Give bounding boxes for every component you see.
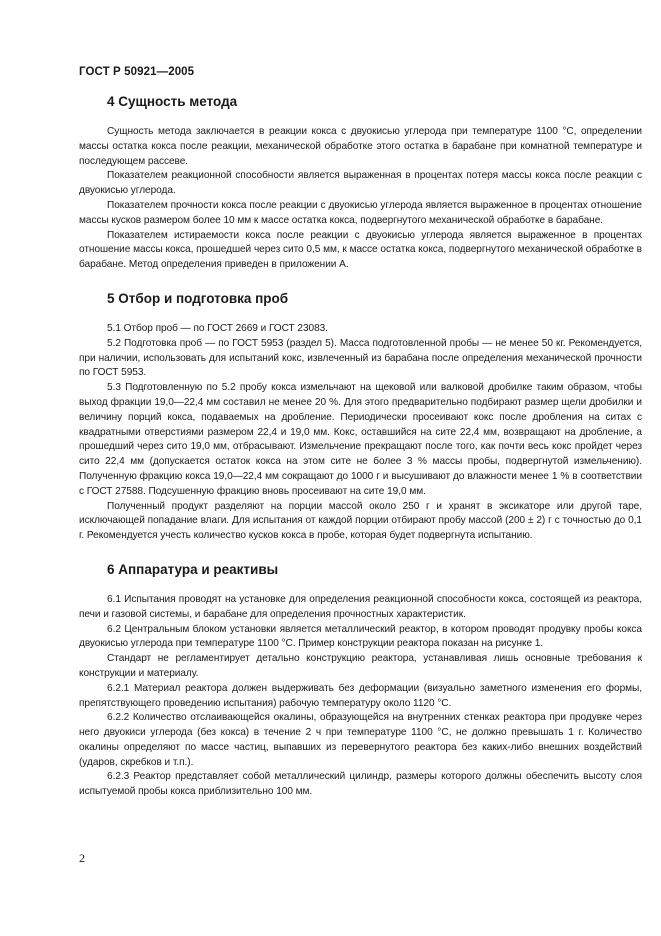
paragraph: 5.3 Подготовленную по 5.2 пробу кокса измельчают на щековой или валковой дробилке таким образом, чтобы выход фракции 19,0—22,4 мм составил не менее 20 %. Для этого предварительно подбирают размер щели дробилки и величину порций кокса, подаваемых на дробление. Периодически просеивают кокс после дробления на ситах с квадратными отверстиями размером 22,4 и 19,0 мм. Кокс, оставшийся на сите 22,4 мм, возвращают на дробление, а прошедший через сито 19,0 мм, отбрасывают. Измельчение прекращают после того, как почти весь кокс пройдет через сито 22,4 мм (допускается остаток кокса на этом сите не более 3 % массы пробы, подвергнутой измельчению). Полученную фракцию кокса 19,0—22,4 мм сокращают до 1000 г и высушивают до влажности менее 1 % в соответствии с ГОСТ 27588. Подсушенную фракцию вновь просеивают на сите 19,0 мм. <box>79 382 642 497</box>
paragraph: 6.2.3 Реактор представляет собой металлический цилиндр, размеры которого должны обеспечить высоту слоя испытуемой пробы кокса приблизительно 100 мм. <box>79 771 642 798</box>
paragraph: 6.2.1 Материал реактора должен выдерживать без деформации (визуально заметного изменения его формы, препятствующего проведению испытания) рабочую температуру около 1120 °С. <box>79 682 642 709</box>
section-6-body <box>79 593 642 800</box>
paragraph: 6.2.2 Количество отслаивающейся окалины, образующейся на внутренних стенках реактора при продувке через него двуокиси углерода (без кокса) в течение 2 ч при температуре 1100 °С, не должно превышать 1 г. Количество окалины определяют по массе частиц, выпавших из перевернутого реактора без каких-либо внешних воздействий (ударов, скребков и т.п.). <box>79 712 642 768</box>
paragraph: 5.1 Отбор проб — по ГОСТ 2669 и ГОСТ 23083. <box>107 322 328 334</box>
paragraph: 6.2 Центральным блоком установки является металлический реактор, в котором проводят продувку пробы кокса двуокисью углерода при температуре 1100 °С. Пример конструкции реактора показан на рисунке 1. <box>79 623 642 650</box>
section-4-body <box>79 125 642 273</box>
page-number: 2 <box>79 851 85 865</box>
paragraph: Показателем реакционной способности является выраженная в процентах потеря массы кокса после реакции с двуокисью углерода. <box>79 170 642 197</box>
paragraph: 6.1 Испытания проводят на установке для определения реакционной способности кокса, состоящей из реактора, печи и газовой системы, и барабане для определения прочностных характеристик. <box>79 593 642 620</box>
section-5-title: 5 Отбор и подготовка проб <box>107 290 289 306</box>
section-6-title: 6 Аппаратура и реактивы <box>107 561 279 577</box>
section-4-title: 4 Сущность метода <box>107 94 238 109</box>
paragraph: Сущность метода заключается в реакции кокса с двуокисью углерода при температуре 1100 °С, определении массы остатка кокса после реакции, механической обработке этого остатка в барабане при комнатной температуре и последующем рассеве. <box>79 126 642 167</box>
paragraph: Полученный продукт разделяют на порции массой около 250 г и хранят в эксикаторе или другой таре, исключающей попадание влаги. Для испытания от каждой порции отбирают пробу массой (200 ± 2) г с точностью до 0,1 г. Рекомендуется учесть количество кусков кокса в пробе, которая будет подвергнута испытанию. <box>79 500 642 542</box>
document-header: ГОСТ Р 50921—2005 <box>79 66 195 78</box>
paragraph: Стандарт не регламентирует детально конструкцию реактора, устанавливая лишь основные требования к конструкции и материалу. <box>79 653 642 679</box>
paragraph: Показателем прочности кокса после реакции с двуокисью углерода является выраженное в процентах отношение массы кусков размером более 10 мм к массе остатка кокса, подвергнутого механической обработке в барабане. <box>79 199 642 226</box>
section-5-body <box>79 322 642 544</box>
document-body <box>79 90 642 800</box>
paragraph: 5.2 Подготовка проб — по ГОСТ 5953 (раздел 5). Масса подготовленной пробы — не менее 50 кг. Рекомендуется, при наличии, использовать для испытаний кокс, извлеченный из барабана после определения механической прочности по ГОСТ 5953. <box>79 337 642 379</box>
paragraph: Показателем истираемости кокса после реакции с двуокисью углерода является выраженное в процентах отношение массы кокса, прошедшей через сито 0,5 мм, к массе остатка кокса, подвергнутого механической обработке в барабане. Метод определения приведен в приложении А. <box>79 229 642 271</box>
